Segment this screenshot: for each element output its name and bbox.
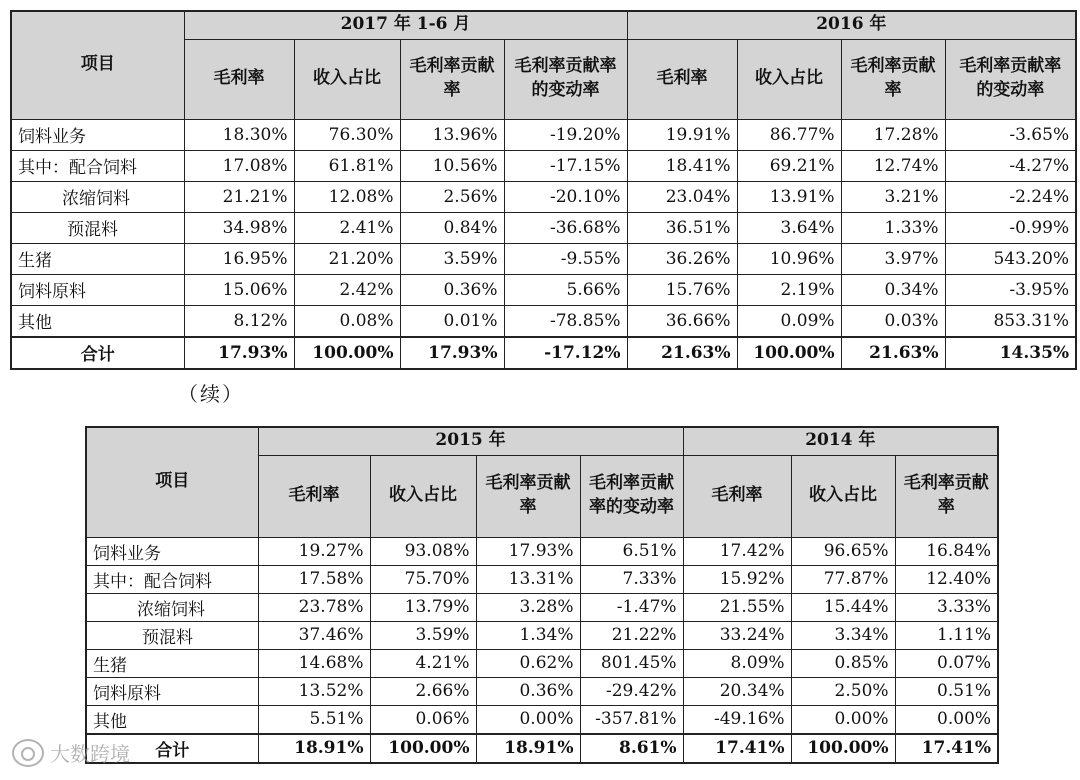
col-header: 毛利率贡献率 bbox=[476, 455, 580, 537]
cell-value: -20.10% bbox=[504, 181, 627, 212]
cell-value: 76.30% bbox=[294, 119, 400, 150]
cell-value: 2.42% bbox=[294, 274, 400, 305]
cell-value: 100.00% bbox=[294, 337, 400, 369]
cell-value: 15.44% bbox=[791, 593, 895, 621]
cell-value: -29.42% bbox=[580, 677, 683, 705]
cell-value: 0.00% bbox=[476, 705, 580, 734]
row-label: 浓缩饲料 bbox=[11, 181, 184, 212]
table-body bbox=[11, 119, 1076, 369]
cell-value: 14.68% bbox=[258, 649, 370, 677]
col-header: 收入占比 bbox=[294, 39, 400, 119]
cell-value: 17.58% bbox=[258, 565, 370, 593]
col-header: 收入占比 bbox=[370, 455, 476, 537]
cell-value: -2.24% bbox=[945, 181, 1076, 212]
item-header: 项目 bbox=[11, 11, 184, 119]
cell-value: -1.47% bbox=[580, 593, 683, 621]
cell-value: 18.91% bbox=[258, 734, 370, 763]
cell-value: 0.06% bbox=[370, 705, 476, 734]
row-label: 生猪 bbox=[11, 243, 184, 274]
cell-value: 75.70% bbox=[370, 565, 476, 593]
col-header: 毛利率 bbox=[683, 455, 791, 537]
cell-value: 8.12% bbox=[184, 305, 294, 337]
table-row bbox=[11, 243, 1076, 274]
cell-value: 16.84% bbox=[895, 537, 998, 565]
cell-value: 69.21% bbox=[737, 150, 841, 181]
cell-value: 4.21% bbox=[370, 649, 476, 677]
cell-value: 17.42% bbox=[683, 537, 791, 565]
table-row bbox=[86, 677, 998, 705]
table-row bbox=[86, 565, 998, 593]
cell-value: 86.77% bbox=[737, 119, 841, 150]
cell-value: 3.59% bbox=[400, 243, 504, 274]
cell-value: 20.34% bbox=[683, 677, 791, 705]
row-label: 预混料 bbox=[86, 621, 258, 649]
cell-value: 23.04% bbox=[627, 181, 737, 212]
cell-value: 801.45% bbox=[580, 649, 683, 677]
table-row bbox=[86, 621, 998, 649]
cell-value: 8.09% bbox=[683, 649, 791, 677]
cell-value: 3.28% bbox=[476, 593, 580, 621]
cell-value: -49.16% bbox=[683, 705, 791, 734]
cell-value: 0.03% bbox=[841, 305, 945, 337]
cell-value: 33.24% bbox=[683, 621, 791, 649]
cell-value: -3.65% bbox=[945, 119, 1076, 150]
row-label: 其中：配合饲料 bbox=[11, 150, 184, 181]
cell-value: -3.95% bbox=[945, 274, 1076, 305]
cell-value: -36.68% bbox=[504, 212, 627, 243]
table-row bbox=[11, 119, 1076, 150]
cell-value: 12.74% bbox=[841, 150, 945, 181]
cell-value: 1.33% bbox=[841, 212, 945, 243]
cell-value: 7.33% bbox=[580, 565, 683, 593]
cell-value: 21.20% bbox=[294, 243, 400, 274]
col-header: 收入占比 bbox=[737, 39, 841, 119]
cell-value: 3.34% bbox=[791, 621, 895, 649]
cell-value: 93.08% bbox=[370, 537, 476, 565]
cell-value: 0.00% bbox=[895, 705, 998, 734]
cell-value: 36.66% bbox=[627, 305, 737, 337]
cell-value: 17.08% bbox=[184, 150, 294, 181]
cell-value: 2.41% bbox=[294, 212, 400, 243]
watermark bbox=[12, 738, 130, 767]
cell-value: 13.91% bbox=[737, 181, 841, 212]
cell-value: 96.65% bbox=[791, 537, 895, 565]
continued-label: （续） bbox=[178, 382, 244, 406]
col-header: 毛利率 bbox=[184, 39, 294, 119]
row-label: 饲料原料 bbox=[86, 677, 258, 705]
cell-value: 100.00% bbox=[791, 734, 895, 763]
cell-value: 17.93% bbox=[184, 337, 294, 369]
cell-value: 13.79% bbox=[370, 593, 476, 621]
cell-value: 17.41% bbox=[895, 734, 998, 763]
cell-value: 5.66% bbox=[504, 274, 627, 305]
period-header-2016: 2016 年 bbox=[627, 11, 1076, 39]
cell-value: -9.55% bbox=[504, 243, 627, 274]
cell-value: 21.63% bbox=[841, 337, 945, 369]
cell-value: 16.95% bbox=[184, 243, 294, 274]
cell-value: -78.85% bbox=[504, 305, 627, 337]
row-label: 饲料业务 bbox=[86, 537, 258, 565]
period-header-2015: 2015 年 bbox=[258, 427, 683, 455]
col-header: 毛利率贡献率的变动率 bbox=[945, 39, 1076, 119]
table-row bbox=[11, 212, 1076, 243]
cell-value: 14.35% bbox=[945, 337, 1076, 369]
cell-value: 18.41% bbox=[627, 150, 737, 181]
item-header: 项目 bbox=[86, 427, 258, 537]
cell-value: 18.30% bbox=[184, 119, 294, 150]
col-header: 毛利率贡献率的变动率 bbox=[580, 455, 683, 537]
cell-value: 13.31% bbox=[476, 565, 580, 593]
watermark-logo-icon bbox=[12, 739, 44, 767]
cell-value: 17.41% bbox=[683, 734, 791, 763]
cell-value: 853.31% bbox=[945, 305, 1076, 337]
table-row bbox=[86, 593, 998, 621]
cell-value: 18.91% bbox=[476, 734, 580, 763]
gross-margin-table-2015-2014 bbox=[85, 426, 999, 764]
table-row bbox=[11, 274, 1076, 305]
period-header-2017h1: 2017 年 1-6 月 bbox=[184, 11, 627, 39]
cell-value: 21.21% bbox=[184, 181, 294, 212]
cell-value: 17.28% bbox=[841, 119, 945, 150]
cell-value: 0.01% bbox=[400, 305, 504, 337]
cell-value: 5.51% bbox=[258, 705, 370, 734]
cell-value: 61.81% bbox=[294, 150, 400, 181]
col-header: 毛利率贡献率的变动率 bbox=[504, 39, 627, 119]
cell-value: 19.91% bbox=[627, 119, 737, 150]
cell-value: 37.46% bbox=[258, 621, 370, 649]
row-label: 其中：配合饲料 bbox=[86, 565, 258, 593]
cell-value: 3.64% bbox=[737, 212, 841, 243]
cell-value: 100.00% bbox=[370, 734, 476, 763]
row-label: 预混料 bbox=[11, 212, 184, 243]
table-row bbox=[86, 705, 998, 734]
col-header: 毛利率贡献率 bbox=[841, 39, 945, 119]
cell-value: 10.56% bbox=[400, 150, 504, 181]
cell-value: 0.08% bbox=[294, 305, 400, 337]
cell-value: 19.27% bbox=[258, 537, 370, 565]
col-header: 毛利率 bbox=[627, 39, 737, 119]
cell-value: 100.00% bbox=[737, 337, 841, 369]
cell-value: 3.97% bbox=[841, 243, 945, 274]
cell-value: -4.27% bbox=[945, 150, 1076, 181]
row-label: 浓缩饲料 bbox=[86, 593, 258, 621]
cell-value: 21.22% bbox=[580, 621, 683, 649]
cell-value: -17.15% bbox=[504, 150, 627, 181]
table-row bbox=[86, 649, 998, 677]
cell-value: 0.51% bbox=[895, 677, 998, 705]
watermark-text: 大数跨境 bbox=[50, 742, 130, 766]
cell-value: 8.61% bbox=[580, 734, 683, 763]
cell-value: 0.85% bbox=[791, 649, 895, 677]
table-row bbox=[11, 150, 1076, 181]
cell-value: 0.36% bbox=[476, 677, 580, 705]
cell-value: 23.78% bbox=[258, 593, 370, 621]
cell-value: 3.21% bbox=[841, 181, 945, 212]
cell-value: 2.66% bbox=[370, 677, 476, 705]
cell-value: 0.34% bbox=[841, 274, 945, 305]
cell-value: 0.00% bbox=[791, 705, 895, 734]
cell-value: 21.55% bbox=[683, 593, 791, 621]
cell-value: 6.51% bbox=[580, 537, 683, 565]
cell-value: 12.40% bbox=[895, 565, 998, 593]
table-body bbox=[86, 537, 998, 763]
row-label: 其他 bbox=[86, 705, 258, 734]
cell-value: 0.09% bbox=[737, 305, 841, 337]
gross-margin-table-2017-2016 bbox=[10, 10, 1077, 370]
cell-value: 34.98% bbox=[184, 212, 294, 243]
cell-value: 12.08% bbox=[294, 181, 400, 212]
cell-value: 543.20% bbox=[945, 243, 1076, 274]
cell-value: 0.07% bbox=[895, 649, 998, 677]
cell-value: 15.76% bbox=[627, 274, 737, 305]
cell-value: 17.93% bbox=[476, 537, 580, 565]
row-label: 合计 bbox=[86, 734, 258, 763]
period-header-2014: 2014 年 bbox=[683, 427, 998, 455]
cell-value: 10.96% bbox=[737, 243, 841, 274]
cell-value: 0.36% bbox=[400, 274, 504, 305]
total-row bbox=[11, 337, 1076, 369]
col-header: 收入占比 bbox=[791, 455, 895, 537]
col-header: 毛利率贡献率 bbox=[400, 39, 504, 119]
cell-value: 13.52% bbox=[258, 677, 370, 705]
col-header: 毛利率 bbox=[258, 455, 370, 537]
cell-value: -357.81% bbox=[580, 705, 683, 734]
cell-value: 0.84% bbox=[400, 212, 504, 243]
cell-value: 2.56% bbox=[400, 181, 504, 212]
cell-value: 15.92% bbox=[683, 565, 791, 593]
table-row bbox=[11, 181, 1076, 212]
cell-value: -17.12% bbox=[504, 337, 627, 369]
cell-value: 77.87% bbox=[791, 565, 895, 593]
row-label: 其他 bbox=[11, 305, 184, 337]
cell-value: 3.59% bbox=[370, 621, 476, 649]
total-row bbox=[86, 734, 998, 763]
row-label: 饲料业务 bbox=[11, 119, 184, 150]
cell-value: 2.50% bbox=[791, 677, 895, 705]
cell-value: 21.63% bbox=[627, 337, 737, 369]
cell-value: 15.06% bbox=[184, 274, 294, 305]
cell-value: 36.26% bbox=[627, 243, 737, 274]
cell-value: 17.93% bbox=[400, 337, 504, 369]
row-label: 生猪 bbox=[86, 649, 258, 677]
cell-value: 0.62% bbox=[476, 649, 580, 677]
cell-value: -0.99% bbox=[945, 212, 1076, 243]
row-label: 合计 bbox=[11, 337, 184, 369]
cell-value: -19.20% bbox=[504, 119, 627, 150]
cell-value: 1.11% bbox=[895, 621, 998, 649]
cell-value: 36.51% bbox=[627, 212, 737, 243]
cell-value: 3.33% bbox=[895, 593, 998, 621]
row-label: 饲料原料 bbox=[11, 274, 184, 305]
col-header: 毛利率贡献率 bbox=[895, 455, 998, 537]
table-row bbox=[86, 537, 998, 565]
cell-value: 2.19% bbox=[737, 274, 841, 305]
table-row bbox=[11, 305, 1076, 337]
cell-value: 13.96% bbox=[400, 119, 504, 150]
cell-value: 1.34% bbox=[476, 621, 580, 649]
